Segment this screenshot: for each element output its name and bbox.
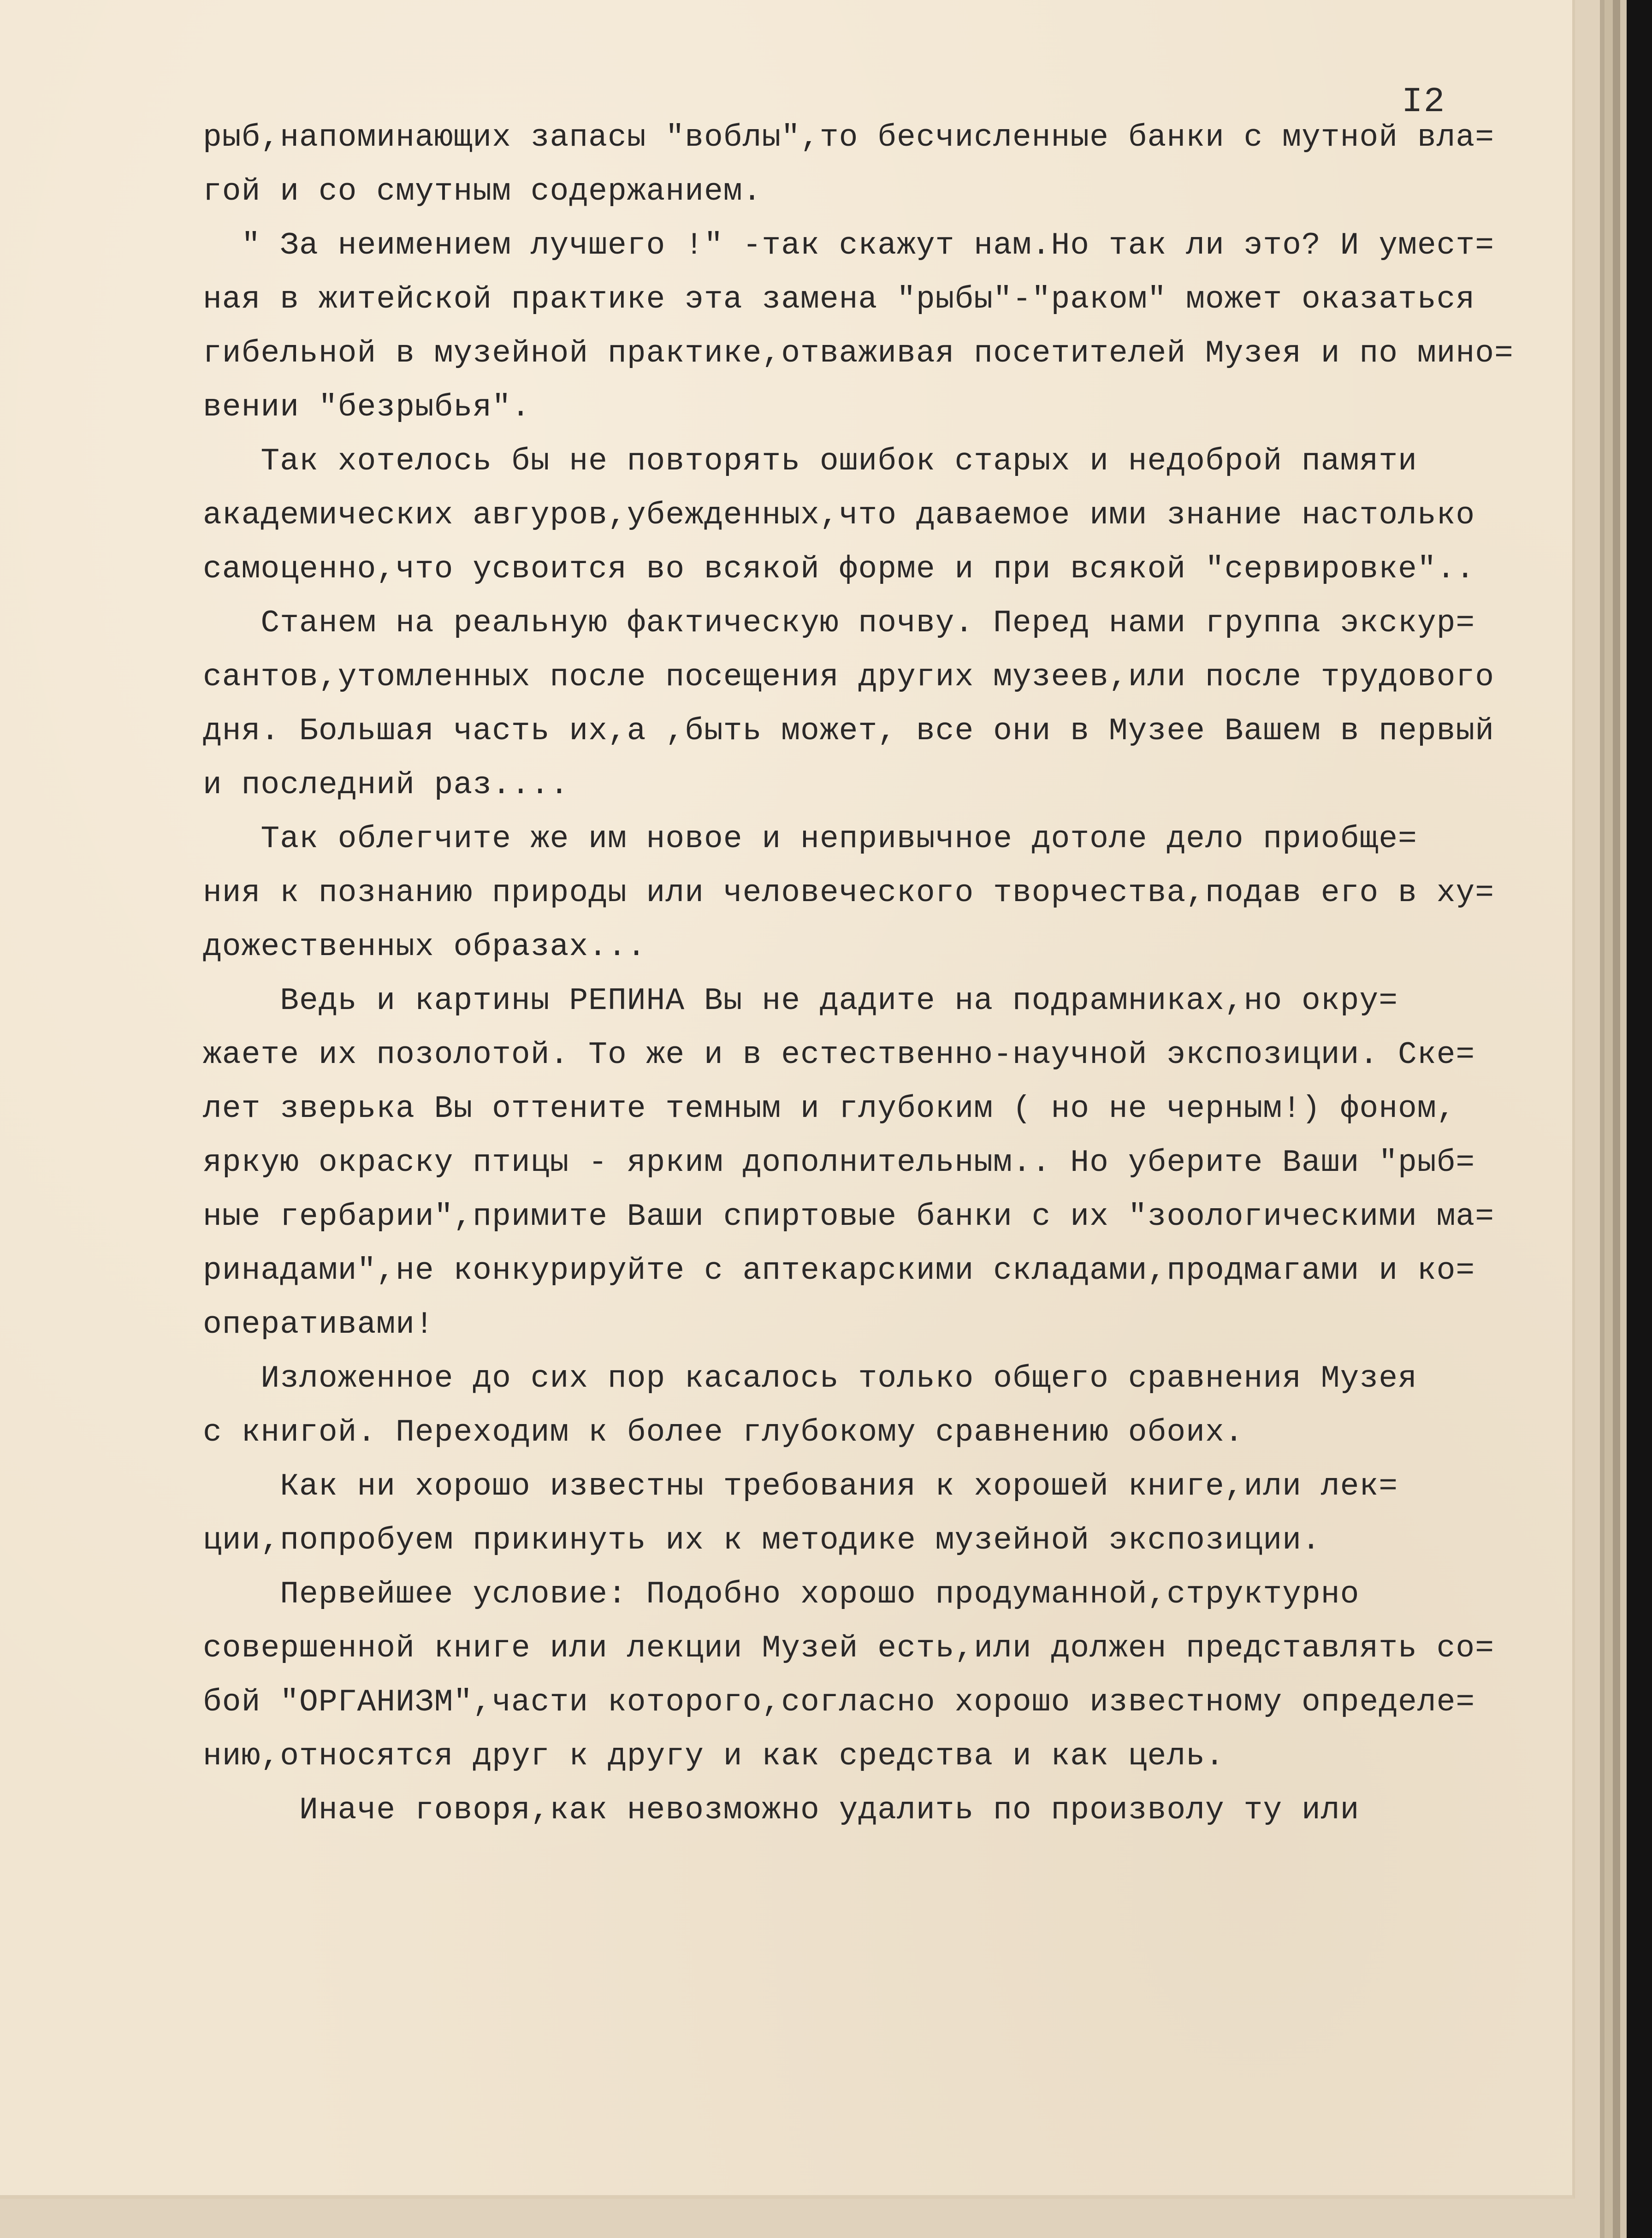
text-line: и последний раз.... xyxy=(203,767,569,803)
text-line: Станем на реальную фактическую почву. Перед нами группа экскур= xyxy=(203,606,1475,641)
text-line: ции,попробуем прикинуть их к методике музейной экспозиции. xyxy=(203,1523,1321,1558)
text-line: совершенной книге или лекции Музей есть,или должен представлять со= xyxy=(203,1631,1495,1666)
text-line: Так облегчите же им новое и непривычное дотоле дело приобще= xyxy=(203,821,1417,857)
body-text xyxy=(203,111,1549,1837)
text-line: бой "ОРГАНИЗМ",части которого,согласно хорошо известному определе= xyxy=(203,1685,1475,1720)
page-number: I2 xyxy=(1402,82,1446,122)
text-line: ные гербарии",примите Ваши спиртовые банки с их "зоологическими ма= xyxy=(203,1199,1495,1235)
text-line: лет зверька Вы оттените темным и глубоким ( но не черным!) фоном, xyxy=(203,1091,1456,1127)
text-line: дожественных образах... xyxy=(203,929,646,965)
text-line: ния к познанию природы или человеческого творчества,подав его в ху= xyxy=(203,875,1495,911)
text-line: гибельной в музейной практике,отваживая посетителей Музея и по мино= xyxy=(203,336,1514,371)
text-line: рыб,напоминающих запасы "воблы",то бесчисленные банки с мутной вла= xyxy=(203,120,1495,155)
text-line: гой и со смутным содержанием. xyxy=(203,174,762,209)
text-line: Изложенное до сих пор касалось только общего сравнения Музея xyxy=(203,1361,1417,1396)
text-line: " За неимением лучшего !" -так скажут нам.Но так ли это? И умест= xyxy=(203,228,1495,263)
text-line: сантов,утомленных после посещения других музеев,или после трудового xyxy=(203,659,1495,695)
text-line: ринадами",не конкурируйте с аптекарскими складами,продмагами и ко= xyxy=(203,1253,1475,1288)
text-line: оперативами! xyxy=(203,1307,434,1342)
text-line: Как ни хорошо известны требования к хорошей книге,или лек= xyxy=(203,1469,1398,1504)
text-line: Первейшее условие: Подобно хорошо продуманной,структурно xyxy=(203,1577,1360,1612)
text-line: Ведь и картины РЕПИНА Вы не дадите на подрамниках,но окру= xyxy=(203,983,1398,1019)
text-line: Так хотелось бы не повторять ошибок старых и недоброй памяти xyxy=(203,444,1417,479)
text-line: жаете их позолотой. То же и в естественно-научной экспозиции. Ске= xyxy=(203,1037,1475,1073)
text-line: Иначе говоря,как невозможно удалить по произволу ту или xyxy=(203,1793,1360,1828)
text-line: самоценно,что усвоится во всякой форме и при всякой "сервировке".. xyxy=(203,552,1475,587)
text-line: нию,относятся друг к другу и как средства и как цель. xyxy=(203,1739,1225,1774)
text-line: вении "безрыбья". xyxy=(203,390,531,425)
text-line: дня. Большая часть их,а ,быть может, все они в Музее Вашем в первый xyxy=(203,713,1495,749)
text-line: ная в житейской практике эта замена "рыбы"-"раком" может оказаться xyxy=(203,282,1475,317)
text-line: яркую окраску птицы - ярким дополнительным.. Но уберите Ваши "рыб= xyxy=(203,1145,1475,1181)
text-line: академических авгуров,убежденных,что даваемое ими знание настолько xyxy=(203,498,1475,533)
text-line: с книгой. Переходим к более глубокому сравнению обоих. xyxy=(203,1415,1244,1450)
